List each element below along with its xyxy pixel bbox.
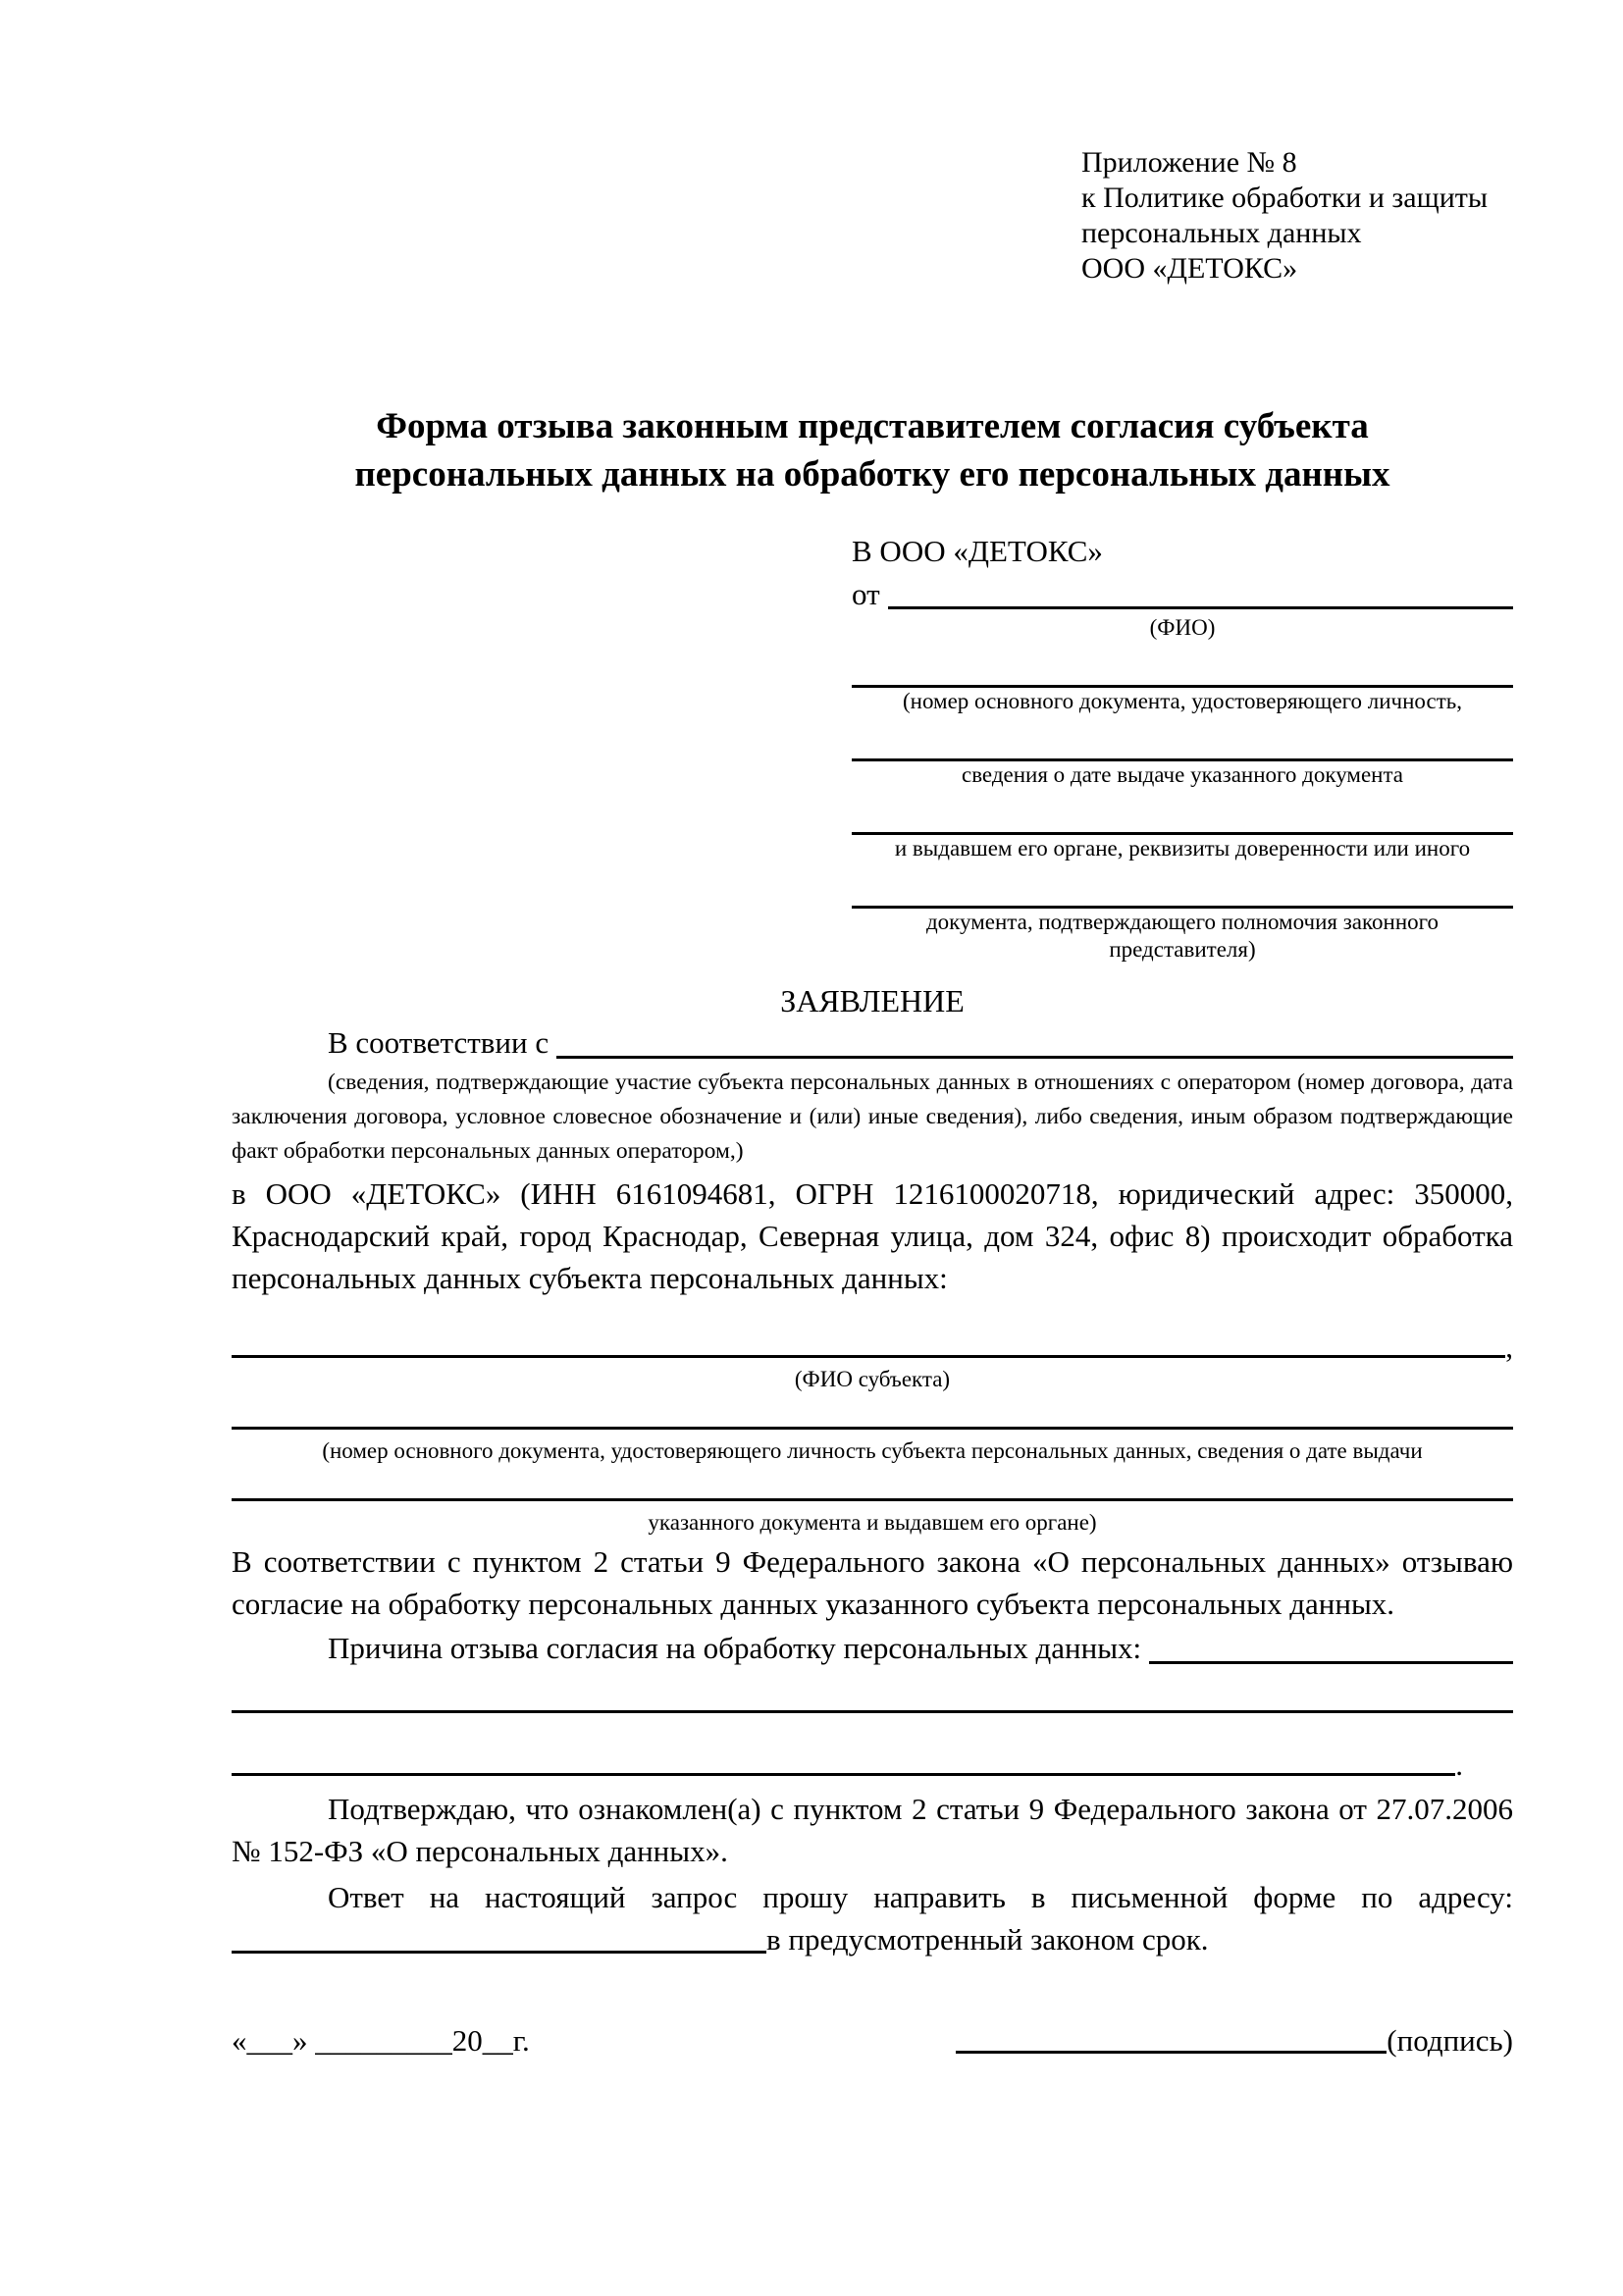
statement-heading: ЗАЯВЛЕНИЕ xyxy=(780,983,965,1018)
confirmation-paragraph: Подтверждаю, что ознакомлен(а) с пунктом 2 статьи 9 Федерального закона от 27.07.2006 № 152-ФЗ «О персональных данных». xyxy=(232,1792,1513,1868)
free-blank-line-row xyxy=(232,1747,1513,1784)
signature-block xyxy=(956,2021,1513,2061)
line-caption: документа, подтверждающего полномочия законного представителя) xyxy=(925,910,1439,962)
addressee-block xyxy=(852,532,1513,964)
from-label: от xyxy=(852,577,880,611)
document-title xyxy=(232,402,1513,498)
blank-line xyxy=(232,1773,1455,1776)
reply-request-tail: в предусмотренный законом срок. xyxy=(766,1922,1209,1957)
reply-paragraph xyxy=(232,1876,1513,1960)
intro-caption: (сведения, подтверждающие участие субъекта персональных данных в отношениях с оператором (номер договора, дата заключения договора, условное словесное обозначение и (или) иные сведения), либо сведения, иным образом подтверждающие факт обработки персональных данных оператором,) xyxy=(232,1070,1513,1164)
from-row xyxy=(852,575,1513,614)
free-blank-line xyxy=(232,1710,1513,1713)
line-caption: и выдавшем его органе, реквизиты доверенности или иного xyxy=(894,836,1471,861)
withdrawal-paragraph: В соответствии с пунктом 2 статьи 9 Федерального закона «О персональных данных» отзываю согласие на обработку персональных данных указанного субъекта персональных данных. xyxy=(232,1544,1513,1621)
subject-doc-caption: (номер основного документа, удостоверяющего личность субъекта персональных данных, сведения о дате выдачи xyxy=(322,1438,1423,1463)
reply-request-text: Ответ на настоящий запрос прошу направить в письменной форме по адресу: xyxy=(328,1880,1513,1914)
signature-caption: (подпись) xyxy=(1387,2023,1513,2058)
subject-fio-caption: (ФИО субъекта) xyxy=(794,1367,951,1391)
line-caption: сведения о дате выдаче указанного документа xyxy=(961,762,1404,787)
appendix-block xyxy=(1081,145,1513,287)
appendix-line: ООО «ДЕТОКС» xyxy=(1081,252,1298,285)
address-blank-line xyxy=(232,1947,766,1954)
blank-line xyxy=(852,642,1513,688)
appendix-line: персональных данных xyxy=(1081,217,1362,249)
signature-row xyxy=(232,2021,1513,2061)
organization-line: В ООО «ДЕТОКС» xyxy=(852,534,1103,568)
line-end-comma: , xyxy=(1505,1330,1513,1364)
reason-label: Причина отзыва согласия на обработку персональных данных: xyxy=(328,1631,1142,1665)
intro-label: В соответствии с xyxy=(328,1025,550,1060)
document-title-line: Форма отзыва законным представителем согласия субъекта xyxy=(376,406,1369,446)
intro-blank-line xyxy=(556,1056,1513,1059)
subject-fio-line xyxy=(232,1329,1513,1366)
reason-blank-line xyxy=(1149,1661,1513,1664)
reason-row xyxy=(232,1627,1513,1669)
blank-line xyxy=(852,789,1513,835)
signature-line xyxy=(956,2051,1387,2054)
line-caption: (номер основного документа, удостоверяющего личность, xyxy=(902,689,1462,713)
operator-paragraph: в ООО «ДЕТОКС» (ИНН 6161094681, ОГРН 1216100020718, юридический адрес: 350000, Краснодарский край, город Краснодар, Северная улица, дом 324, офис 8) происходит обработка персональных данных субъекта персональных данных: xyxy=(232,1176,1513,1295)
subject-doc-line xyxy=(232,1427,1513,1437)
page-content xyxy=(232,145,1513,2061)
fio-blank-line xyxy=(888,606,1513,609)
appendix-line: Приложение № 8 xyxy=(1081,146,1297,179)
blank-line xyxy=(232,1427,1513,1430)
blank-line xyxy=(232,1355,1505,1358)
appendix-line: к Политике обработки и защиты xyxy=(1081,182,1489,214)
subject-doc-line xyxy=(232,1498,1513,1509)
blank-line xyxy=(852,715,1513,761)
date-blank: «___» _________20__г. xyxy=(232,2023,530,2058)
fio-caption: (ФИО) xyxy=(1149,615,1216,640)
line-end-period: . xyxy=(1455,1748,1463,1782)
intro-row xyxy=(232,1022,1513,1064)
subject-doc-caption: указанного документа и выдавшем его органе) xyxy=(648,1510,1097,1535)
blank-line xyxy=(852,862,1513,909)
blank-line xyxy=(232,1498,1513,1501)
document-title-line: персональных данных на обработку его персональных данных xyxy=(354,454,1390,495)
